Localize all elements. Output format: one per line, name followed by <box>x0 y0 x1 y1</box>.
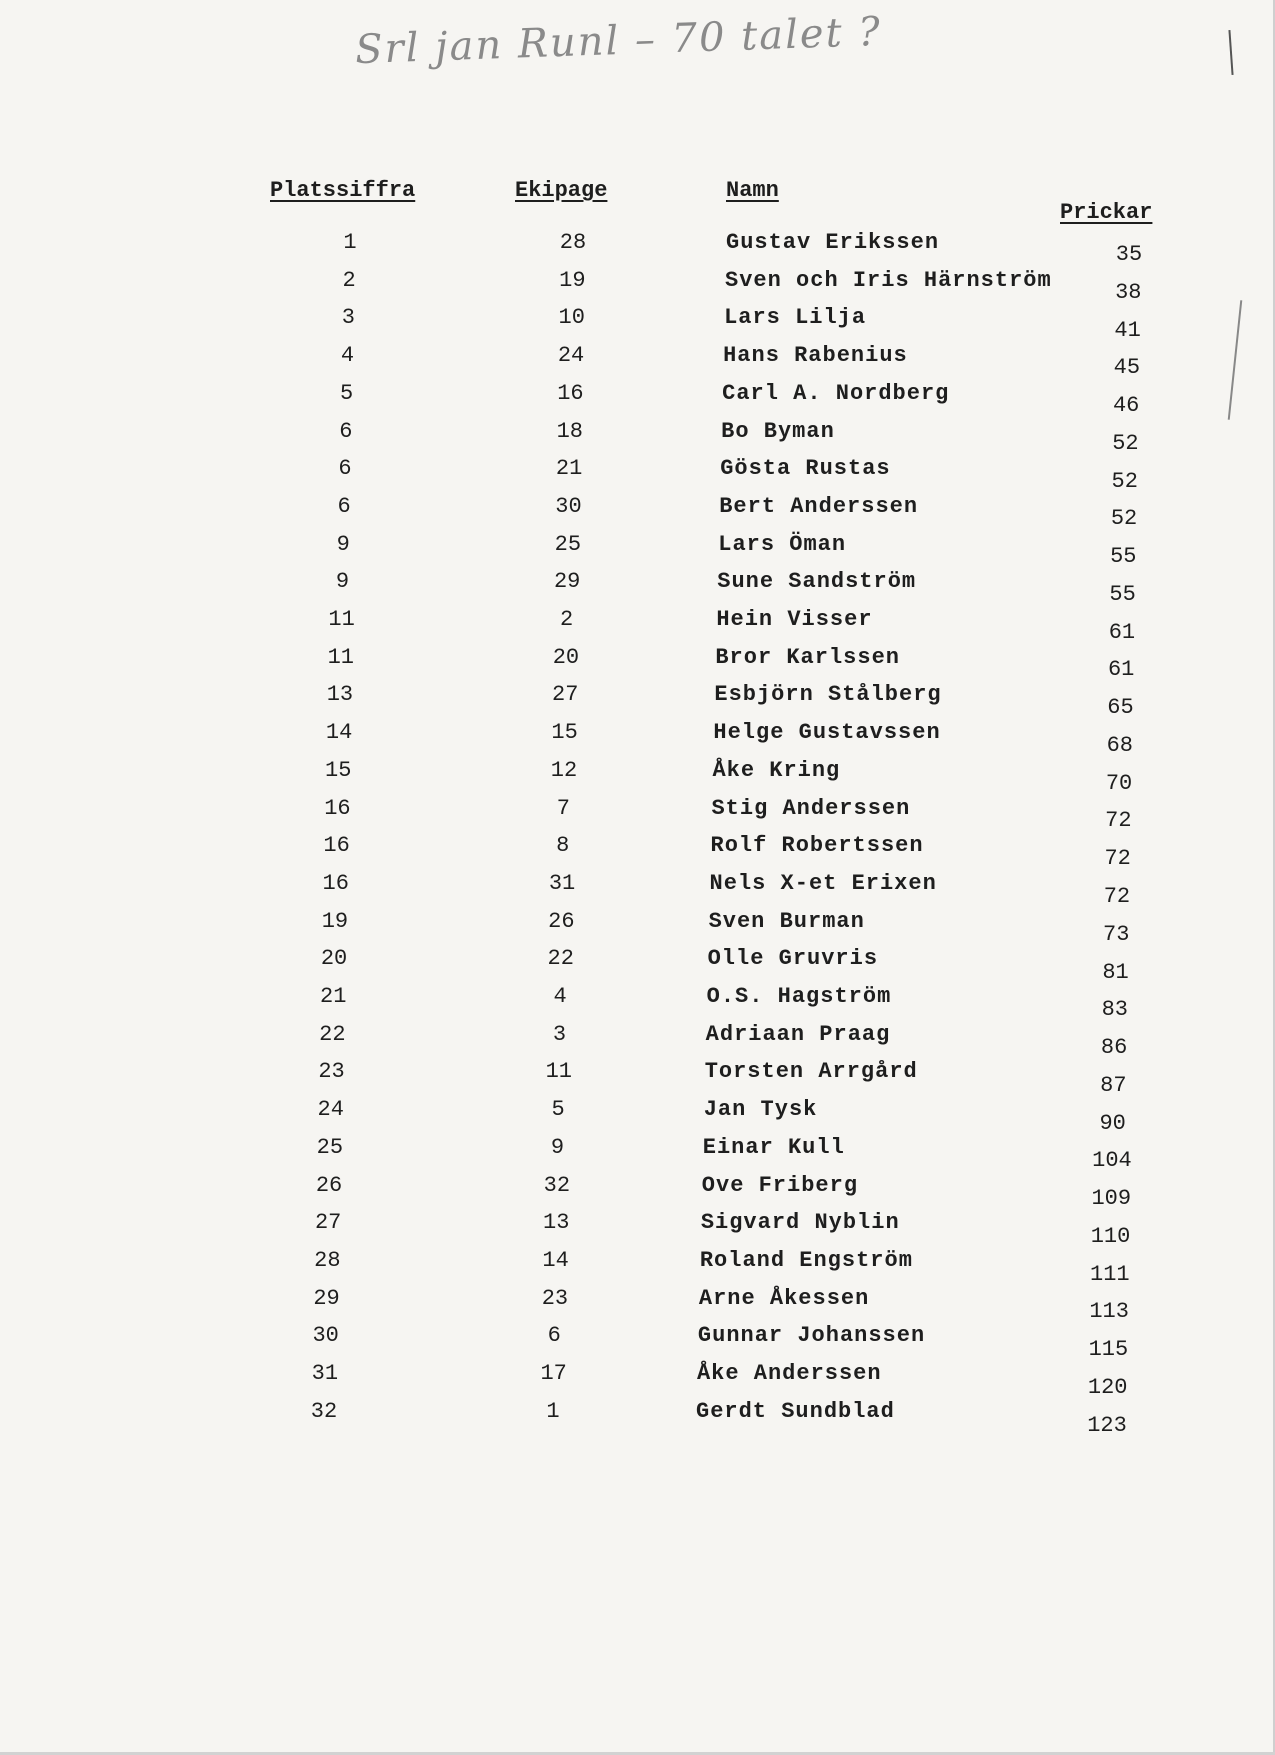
plats-cell: 19 <box>321 908 349 934</box>
table-row <box>0 494 1275 530</box>
table-row <box>0 1361 1275 1400</box>
prickar-cell: 65 <box>1107 695 1134 721</box>
ekipage-cell: 27 <box>552 682 579 708</box>
ekipage-cell: 20 <box>552 644 580 670</box>
name-cell: Gerdt Sundblad <box>696 1398 895 1424</box>
plats-cell: 6 <box>337 493 351 519</box>
prickar-cell: 81 <box>1102 959 1129 985</box>
ekipage-cell: 24 <box>557 343 585 369</box>
prickar-cell: 111 <box>1090 1261 1130 1287</box>
prickar-cell: 55 <box>1110 544 1137 570</box>
table-row <box>0 230 1275 266</box>
name-cell: Einar Kull <box>702 1134 845 1160</box>
table-row <box>0 1285 1275 1325</box>
plats-cell: 14 <box>325 720 353 746</box>
name-cell: Arne Åkessen <box>698 1285 870 1311</box>
table-row <box>0 682 1275 721</box>
plats-cell: 5 <box>340 380 354 406</box>
table-row <box>0 1247 1275 1287</box>
plats-cell: 31 <box>311 1361 339 1386</box>
prickar-cell: 61 <box>1108 619 1136 645</box>
prickar-cell: 72 <box>1105 808 1132 834</box>
name-cell: Ove Friberg <box>701 1172 859 1198</box>
prickar-cell: 120 <box>1087 1374 1128 1400</box>
table-row <box>0 456 1275 492</box>
name-cell: Hein Visser <box>716 607 873 632</box>
name-cell: Esbjörn Stålberg <box>714 682 942 708</box>
plats-cell: 22 <box>319 1021 346 1047</box>
plats-cell: 9 <box>335 569 350 595</box>
name-cell: Sven Burman <box>708 908 865 934</box>
name-cell: Sune Sandström <box>717 569 917 595</box>
name-cell: Sigvard Nyblin <box>700 1210 900 1236</box>
table-row <box>0 305 1275 341</box>
plats-cell: 16 <box>323 833 350 859</box>
plats-cell: 11 <box>328 607 355 632</box>
ekipage-cell: 30 <box>555 493 582 519</box>
ekipage-cell: 2 <box>559 607 574 632</box>
ekipage-cell: 25 <box>554 531 582 557</box>
plats-cell: 9 <box>336 531 350 557</box>
plats-cell: 27 <box>314 1210 342 1236</box>
table-row <box>0 1097 1275 1136</box>
plats-cell: 1 <box>343 230 357 255</box>
table-row <box>0 268 1275 304</box>
ekipage-cell: 12 <box>550 757 578 783</box>
table-row <box>0 419 1275 455</box>
table-row <box>0 758 1275 794</box>
prickar-cell: 61 <box>1107 657 1135 683</box>
ekipage-cell: 5 <box>551 1097 565 1123</box>
table-row <box>0 381 1275 417</box>
name-cell: Gunnar Johanssen <box>697 1323 926 1349</box>
table-row <box>0 1323 1275 1363</box>
name-cell: Helge Gustavssen <box>713 720 941 746</box>
table-row <box>0 1172 1275 1212</box>
handwritten-note: Srl jan Runl – 70 talet ? <box>354 8 883 74</box>
name-cell: Gustav Erikssen <box>726 230 940 255</box>
ekipage-cell: 10 <box>558 305 585 331</box>
table-row <box>0 569 1275 605</box>
name-cell: Olle Gruvris <box>707 946 879 972</box>
ekipage-cell: 9 <box>550 1134 565 1160</box>
plats-cell: 24 <box>317 1097 344 1123</box>
prickar-cell: 35 <box>1115 242 1143 267</box>
ekipage-cell: 21 <box>555 456 583 482</box>
table-row <box>0 1059 1275 1098</box>
header-ekipage: Ekipage <box>515 178 608 203</box>
header-prickar: Prickar <box>1060 200 1153 225</box>
ekipage-cell: 4 <box>553 984 567 1009</box>
name-cell: Sven och Iris Härnström <box>725 267 1052 293</box>
prickar-cell: 52 <box>1111 468 1138 494</box>
plats-cell: 2 <box>342 267 356 293</box>
ekipage-cell: 8 <box>556 833 570 859</box>
ekipage-cell: 3 <box>552 1021 567 1047</box>
prickar-cell: 38 <box>1115 279 1142 305</box>
name-cell: Roland Engström <box>699 1247 913 1273</box>
name-cell: Carl A. Nordberg <box>722 380 950 406</box>
prickar-cell: 45 <box>1113 355 1141 381</box>
plats-cell: 13 <box>326 682 354 708</box>
prickar-cell: 52 <box>1110 506 1138 532</box>
name-cell: Åke Anderssen <box>696 1361 882 1386</box>
name-cell: Hans Rabenius <box>723 343 908 369</box>
name-cell: Torsten Arrgård <box>704 1059 918 1085</box>
name-cell: Adriaan Praag <box>705 1021 891 1047</box>
prickar-cell: 110 <box>1090 1223 1131 1249</box>
prickar-cell: 73 <box>1103 921 1130 947</box>
plats-cell: 32 <box>310 1398 338 1424</box>
prickar-cell: 113 <box>1089 1299 1129 1325</box>
ekipage-cell: 26 <box>548 908 575 934</box>
plats-cell: 29 <box>313 1285 340 1311</box>
ekipage-cell: 14 <box>542 1247 569 1273</box>
table-row <box>0 946 1275 985</box>
ekipage-cell: 13 <box>543 1210 570 1236</box>
table-row <box>0 343 1275 379</box>
prickar-cell: 68 <box>1106 732 1133 758</box>
ekipage-cell: 32 <box>543 1172 571 1198</box>
table-row <box>0 1134 1275 1174</box>
ekipage-cell: 31 <box>548 870 576 896</box>
table-row <box>0 645 1275 681</box>
plats-cell: 21 <box>320 984 347 1009</box>
name-cell: Rolf Robertssen <box>710 833 924 859</box>
ekipage-cell: 29 <box>553 569 581 595</box>
ekipage-cell: 19 <box>559 267 586 293</box>
name-cell: Lars Öman <box>718 531 847 557</box>
prickar-cell: 123 <box>1087 1412 1127 1438</box>
prickar-cell: 87 <box>1100 1072 1127 1098</box>
table-row <box>0 871 1275 907</box>
plats-cell: 3 <box>341 305 355 331</box>
table-row <box>0 532 1275 568</box>
ekipage-cell: 16 <box>557 380 584 406</box>
prickar-cell: 90 <box>1099 1110 1126 1136</box>
prickar-cell: 52 <box>1112 430 1139 456</box>
prickar-cell: 109 <box>1091 1186 1132 1212</box>
ekipage-cell: 18 <box>556 418 583 444</box>
table-row <box>0 1021 1275 1061</box>
prickar-cell: 72 <box>1103 883 1131 909</box>
name-cell: Bo Byman <box>721 418 835 444</box>
plats-cell: 23 <box>318 1059 345 1085</box>
table-row <box>0 607 1275 643</box>
prickar-cell: 86 <box>1100 1035 1128 1061</box>
plats-cell: 4 <box>340 343 355 369</box>
ekipage-cell: 11 <box>545 1059 572 1085</box>
prickar-cell: 115 <box>1088 1337 1129 1363</box>
plats-cell: 11 <box>327 644 354 670</box>
plats-cell: 30 <box>312 1323 339 1349</box>
prickar-cell: 46 <box>1112 393 1140 419</box>
prickar-cell: 72 <box>1104 846 1131 872</box>
prickar-cell: 104 <box>1092 1148 1132 1174</box>
plats-cell: 15 <box>325 757 352 783</box>
plats-cell: 16 <box>322 870 349 896</box>
table-row <box>0 796 1275 832</box>
plats-cell: 6 <box>339 418 353 444</box>
header-namn: Namn <box>726 178 779 203</box>
name-cell: Jan Tysk <box>703 1097 818 1123</box>
name-cell: Stig Anderssen <box>711 795 911 821</box>
table-row <box>0 909 1275 945</box>
ekipage-cell: 6 <box>547 1323 561 1349</box>
table-row <box>0 833 1275 872</box>
prickar-cell: 55 <box>1109 581 1136 607</box>
plats-cell: 6 <box>338 456 352 482</box>
margin-pen-mark <box>1228 30 1233 75</box>
ekipage-cell: 17 <box>540 1361 567 1386</box>
ekipage-cell: 23 <box>541 1285 569 1311</box>
header-platssiffra: Platssiffra <box>270 178 416 203</box>
name-cell: O.S. Hagström <box>706 984 892 1009</box>
prickar-cell: 41 <box>1114 317 1141 343</box>
ekipage-cell: 7 <box>556 795 570 821</box>
name-cell: Lars Lilja <box>724 305 867 331</box>
name-cell: Nels X-et Erixen <box>709 870 937 896</box>
table-row <box>0 720 1275 756</box>
ekipage-cell: 22 <box>547 946 574 972</box>
table-row <box>0 984 1275 1023</box>
table-row <box>0 1210 1275 1249</box>
prickar-cell: 83 <box>1101 997 1128 1023</box>
plats-cell: 28 <box>314 1247 341 1273</box>
plats-cell: 26 <box>315 1172 343 1198</box>
plats-cell: 25 <box>316 1134 344 1160</box>
name-cell: Bert Anderssen <box>719 493 919 519</box>
table-row <box>0 1398 1275 1438</box>
ekipage-cell: 15 <box>551 720 578 746</box>
prickar-cell: 70 <box>1105 770 1133 796</box>
name-cell: Åke Kring <box>712 757 841 783</box>
ekipage-cell: 1 <box>546 1398 560 1424</box>
name-cell: Bror Karlssen <box>715 644 900 670</box>
ekipage-cell: 28 <box>559 230 587 255</box>
name-cell: Gösta Rustas <box>720 456 891 482</box>
plats-cell: 16 <box>324 795 351 821</box>
plats-cell: 20 <box>320 946 348 972</box>
